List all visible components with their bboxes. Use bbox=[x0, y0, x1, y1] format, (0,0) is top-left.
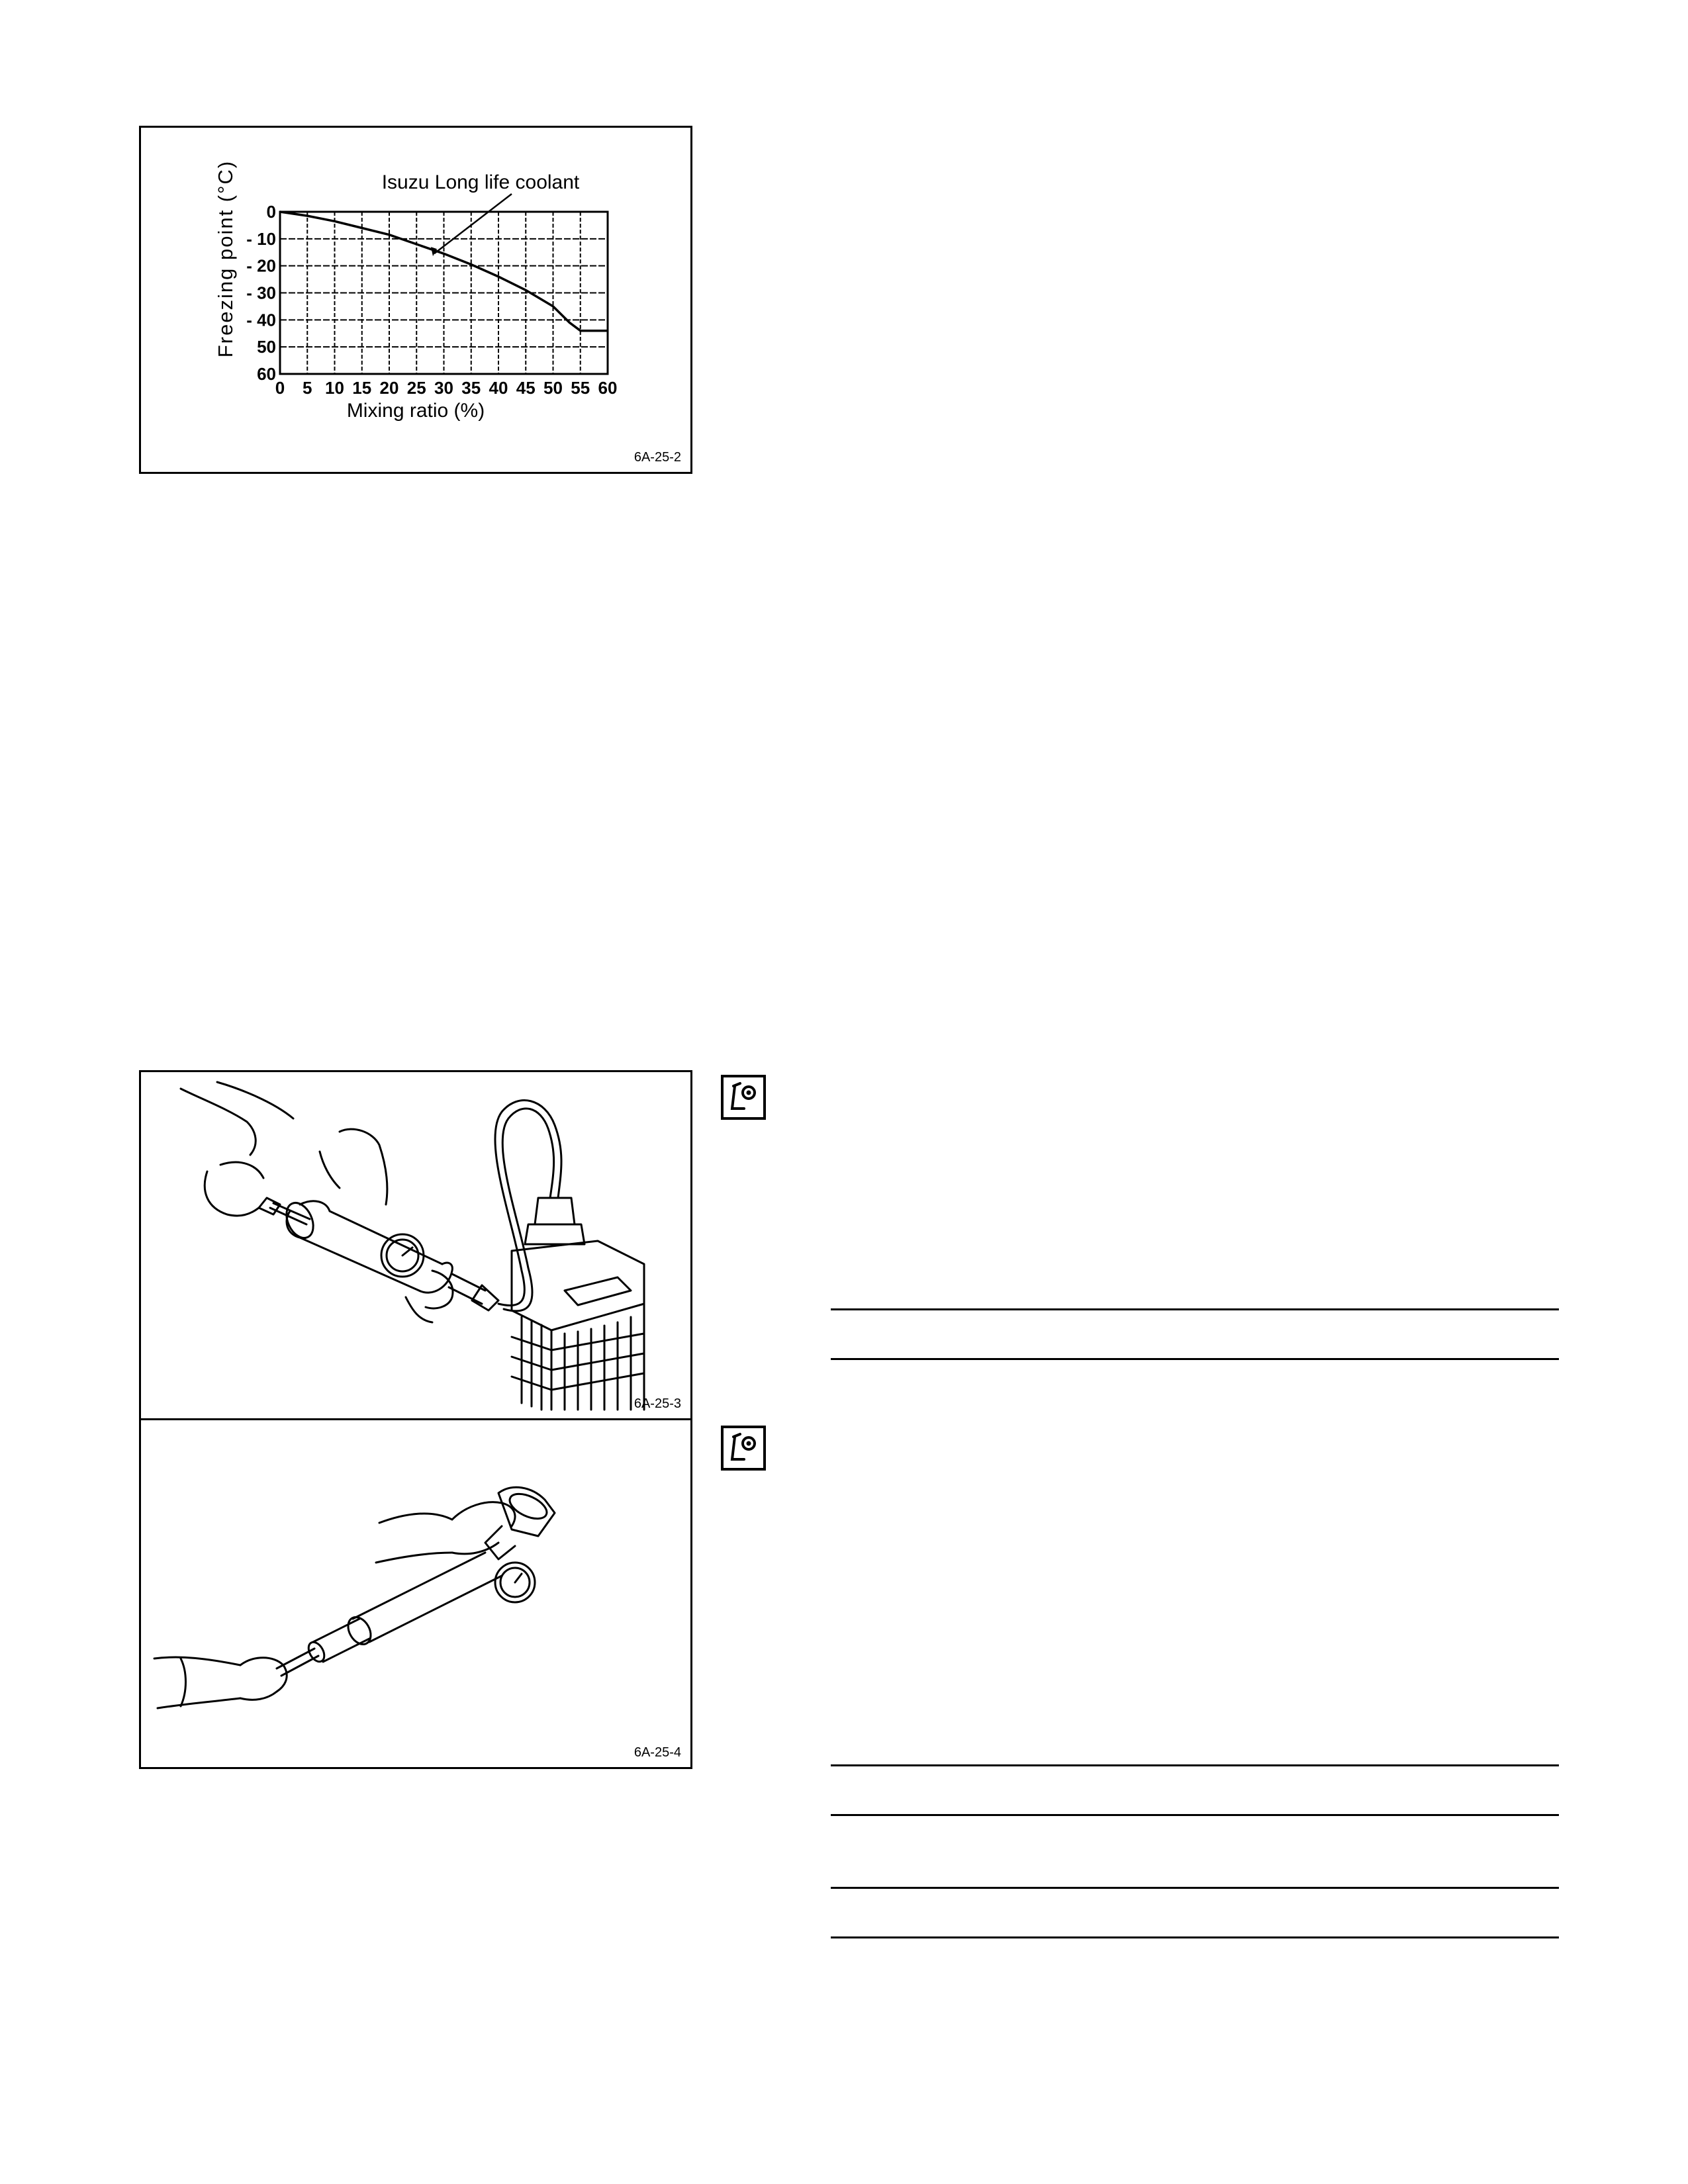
figure-ref: 6A-25-3 bbox=[633, 1396, 681, 1411]
table-rule bbox=[831, 1308, 1559, 1310]
x-tick-label: 10 bbox=[325, 378, 344, 398]
radiator-cap-test-figure bbox=[139, 1418, 692, 1769]
x-tick-label: 15 bbox=[352, 378, 372, 398]
x-tick-label: 50 bbox=[543, 378, 563, 398]
x-tick-label: 20 bbox=[379, 378, 399, 398]
x-tick-label: 60 bbox=[598, 378, 618, 398]
x-tick-label: 55 bbox=[571, 378, 590, 398]
y-tick-label: - 20 bbox=[246, 255, 276, 276]
x-tick-label: 30 bbox=[434, 378, 453, 398]
x-tick-label: 35 bbox=[461, 378, 481, 398]
y-axis-label: Freezing point (°C) bbox=[214, 159, 237, 358]
x-tick-label: 25 bbox=[406, 378, 426, 398]
y-tick-label: - 10 bbox=[246, 228, 276, 249]
x-tick-label: 40 bbox=[489, 378, 508, 398]
y-tick-label: 50 bbox=[257, 337, 276, 357]
x-axis-label: Mixing ratio (%) bbox=[346, 400, 485, 422]
x-tick-label: 5 bbox=[303, 378, 312, 398]
freezing-point-chart bbox=[141, 128, 690, 472]
radiator-pressure-test-figure bbox=[139, 1070, 692, 1420]
series-label: Isuzu Long life coolant bbox=[381, 171, 580, 193]
y-tick-label: 0 bbox=[266, 202, 276, 222]
radiator-tester-illustration bbox=[141, 1072, 690, 1418]
x-tick-label: 0 bbox=[275, 378, 285, 398]
inspection-icon bbox=[720, 1074, 767, 1120]
y-tick-label: 60 bbox=[257, 364, 276, 384]
leader-line bbox=[434, 194, 512, 253]
x-tick-label: 45 bbox=[516, 378, 536, 398]
y-tick-label: - 30 bbox=[246, 283, 276, 303]
cap-tester-illustration bbox=[141, 1420, 690, 1767]
inspection-icon bbox=[720, 1425, 767, 1471]
table-rule bbox=[831, 1814, 1559, 1816]
figure-ref: 6A-25-2 bbox=[633, 450, 681, 465]
series-line bbox=[280, 212, 608, 331]
figure-ref: 6A-25-4 bbox=[633, 1745, 681, 1760]
y-tick-label: - 40 bbox=[246, 310, 276, 330]
table-rule bbox=[831, 1764, 1559, 1766]
table-rule bbox=[831, 1936, 1559, 1938]
table-rule bbox=[831, 1358, 1559, 1360]
table-rule bbox=[831, 1887, 1559, 1889]
freezing-point-figure bbox=[139, 126, 692, 474]
